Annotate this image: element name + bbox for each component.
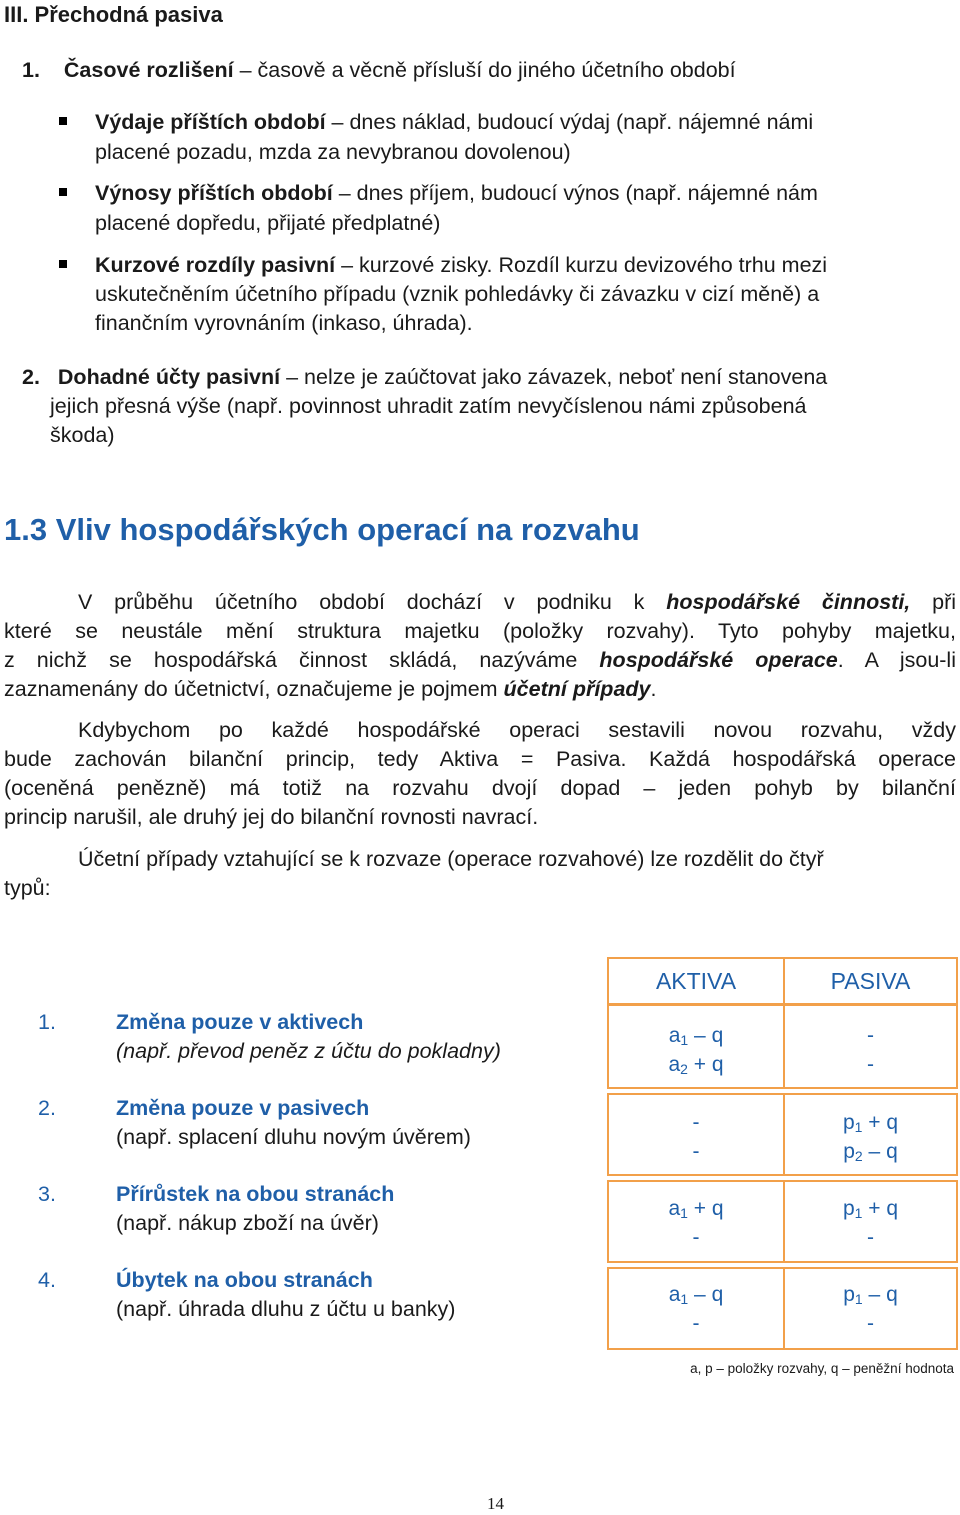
- page-number: 14: [487, 1494, 504, 1513]
- para-1-emph-1: hospodářské činnosti,: [666, 590, 911, 614]
- para-1-line-4: [4, 675, 656, 704]
- para-1-emph-2: hospodářské operace: [599, 648, 838, 672]
- bullet-item-2-bold: Výnosy příštích období: [95, 181, 333, 205]
- section-1-number: 1.: [22, 58, 40, 82]
- case-2-example: (např. splacení dluhu novým úvěrem): [116, 1125, 471, 1149]
- bullet-item-2-line-1: – dnes příjem, budoucí výnos (např. nájemné nám: [332, 181, 818, 205]
- para-1-text-1a: V průběhu účetního období dochází v podniku k: [78, 590, 667, 614]
- section-2-line-3: škoda): [50, 423, 115, 447]
- section-2-number: 2.: [22, 365, 40, 389]
- page-heading: III. Přechodná pasiva: [4, 2, 223, 27]
- para-1-text-3c: . A jsou-li: [837, 648, 956, 672]
- cell-r4-pasiva-2: -: [867, 1312, 874, 1335]
- para-2-line-4: princip narušil, ale druhý jej do bilanční rovnosti navrací.: [4, 805, 539, 829]
- cell-r3-pasiva-2: -: [867, 1226, 874, 1249]
- cell-r1-aktiva-1: $a_1$ – q: [668, 1024, 724, 1048]
- case-2-number: 2.: [38, 1096, 56, 1120]
- para-1-emph-3: účetní případy: [503, 677, 651, 701]
- case-4-number: 4.: [38, 1268, 56, 1292]
- cell-r1-aktiva-2: $a_2 + q$: [668, 1053, 724, 1077]
- cell-r1-pasiva-1: -: [867, 1024, 874, 1047]
- para-3-line-2: typů:: [4, 876, 51, 900]
- section-1-title: [22, 56, 736, 85]
- para-2-line-1: Kdybychom po každé hospodářské operaci sestavili novou rozvahu, vždy: [78, 718, 956, 742]
- para-1-line-3: [4, 646, 956, 675]
- case-4-title: Úbytek na obou stranách: [116, 1268, 373, 1292]
- bullet-item-1-bold: Výdaje příštích období: [95, 110, 326, 134]
- section-2-title: [22, 363, 827, 392]
- cell-r2-pasiva-1: $p_1 + q$: [842, 1111, 899, 1135]
- section-2-line-2: jejich přesná výše (např. povinnost uhradit zatím nevyčíslenou námi způsobená: [50, 394, 807, 418]
- bullet-item-2-line-2: placené dopředu, přijaté předplatné): [95, 211, 441, 235]
- cell-r3-aktiva-2: -: [692, 1226, 700, 1249]
- bullet-item-1: [95, 108, 813, 137]
- cell-r1-pasiva-2: -: [867, 1053, 874, 1076]
- section-1-title-bold: Časové rozlišení: [63, 58, 234, 82]
- case-1-example: (např. převod peněz z účtu do pokladny): [116, 1039, 501, 1063]
- bullet-marker: [59, 260, 67, 268]
- bullet-item-3-line-1: – kurzové zisky. Rozdíl kurzu devizového trhu mezi: [335, 253, 828, 277]
- bullet-item-1-line-1: – dnes náklad, budoucí výdaj (např. nájemné námi: [325, 110, 814, 134]
- cell-r4-aktiva-2: -: [692, 1312, 700, 1335]
- section-1-title-rest: – časově a věcně přísluší do jiného účetního období: [233, 58, 736, 82]
- cell-r2-aktiva-2: -: [692, 1140, 700, 1163]
- para-1-text-4a: zaznamenány do účetnictví, označujeme je pojmem: [4, 677, 504, 701]
- case-4-example: (např. úhrada dluhu z účtu u banky): [116, 1297, 456, 1321]
- para-3-line-1: Účetní případy vztahující se k rozvaze (operace rozvahové) lze rozdělit do čtyř: [78, 847, 824, 871]
- para-1-line-1: [78, 588, 956, 617]
- cell-r2-aktiva-1: -: [692, 1111, 700, 1134]
- para-1-line-2: které se neustále mění struktura majetku (položky rozvahy). Tyto pohyby majetku,: [4, 619, 956, 643]
- cell-r4-pasiva-1: $p_1$ – q: [843, 1283, 898, 1307]
- section-2-line-1: – nelze je zaúčtovat jako závazek, neboť není stanovena: [280, 365, 828, 389]
- cell-r3-aktiva-1: $a_1 + q$: [668, 1197, 724, 1221]
- bullet-marker: [59, 117, 67, 125]
- case-1-title: Změna pouze v aktivech: [116, 1010, 364, 1034]
- bullet-item-2: [95, 179, 818, 208]
- case-3-number: 3.: [38, 1182, 56, 1206]
- section-2-title-bold: Dohadné účty pasivní: [57, 365, 281, 389]
- para-2-line-3: (oceněná penězně) má totiž na rozvahu dvojí dopad – jeden pohyb by bilanční: [4, 776, 956, 800]
- table-note: a, p – položky rozvahy, q – peněžní hodnota: [690, 1361, 954, 1376]
- case-3-title: Přírůstek na obou stranách: [116, 1182, 395, 1206]
- para-2-line-2: bude zachován bilanční princip, tedy Aktiva = Pasiva. Každá hospodářská operace: [4, 747, 956, 771]
- cell-r3-pasiva-1: $p_1 + q$: [842, 1197, 899, 1221]
- bullet-item-3: [95, 251, 827, 280]
- table-header-aktiva: AKTIVA: [655, 968, 737, 994]
- cell-r4-aktiva-1: $a_1$ – q: [668, 1283, 724, 1307]
- bullet-item-1-line-2: placené pozadu, mzda za nevybranou dovolenou): [95, 140, 571, 164]
- table-header-pasiva: PASIVA: [830, 968, 911, 994]
- case-1-number: 1.: [38, 1010, 56, 1034]
- para-1-text-3a: z nichž se hospodářská činnost skládá, nazýváme: [4, 648, 600, 672]
- section-3-title: 1.3 Vliv hospodářských operací na rozvahu: [4, 512, 640, 547]
- para-1-text-1c: při: [910, 590, 957, 614]
- bullet-item-3-bold: Kurzové rozdíly pasivní: [95, 253, 336, 277]
- case-3-example: (např. nákup zboží na úvěr): [116, 1211, 379, 1235]
- bullet-item-3-line-2: uskutečněním účetního případu (vznik pohledávky či závazku v cizí měně) a: [95, 282, 820, 306]
- case-2-title: Změna pouze v pasivech: [116, 1096, 370, 1120]
- bullet-item-3-line-3: finančním vyrovnáním (inkaso, úhrada).: [95, 311, 473, 335]
- bullet-marker: [59, 188, 67, 196]
- cell-r2-pasiva-2: $p_2$ – q: [843, 1140, 898, 1164]
- para-1-text-4c: .: [650, 677, 657, 701]
